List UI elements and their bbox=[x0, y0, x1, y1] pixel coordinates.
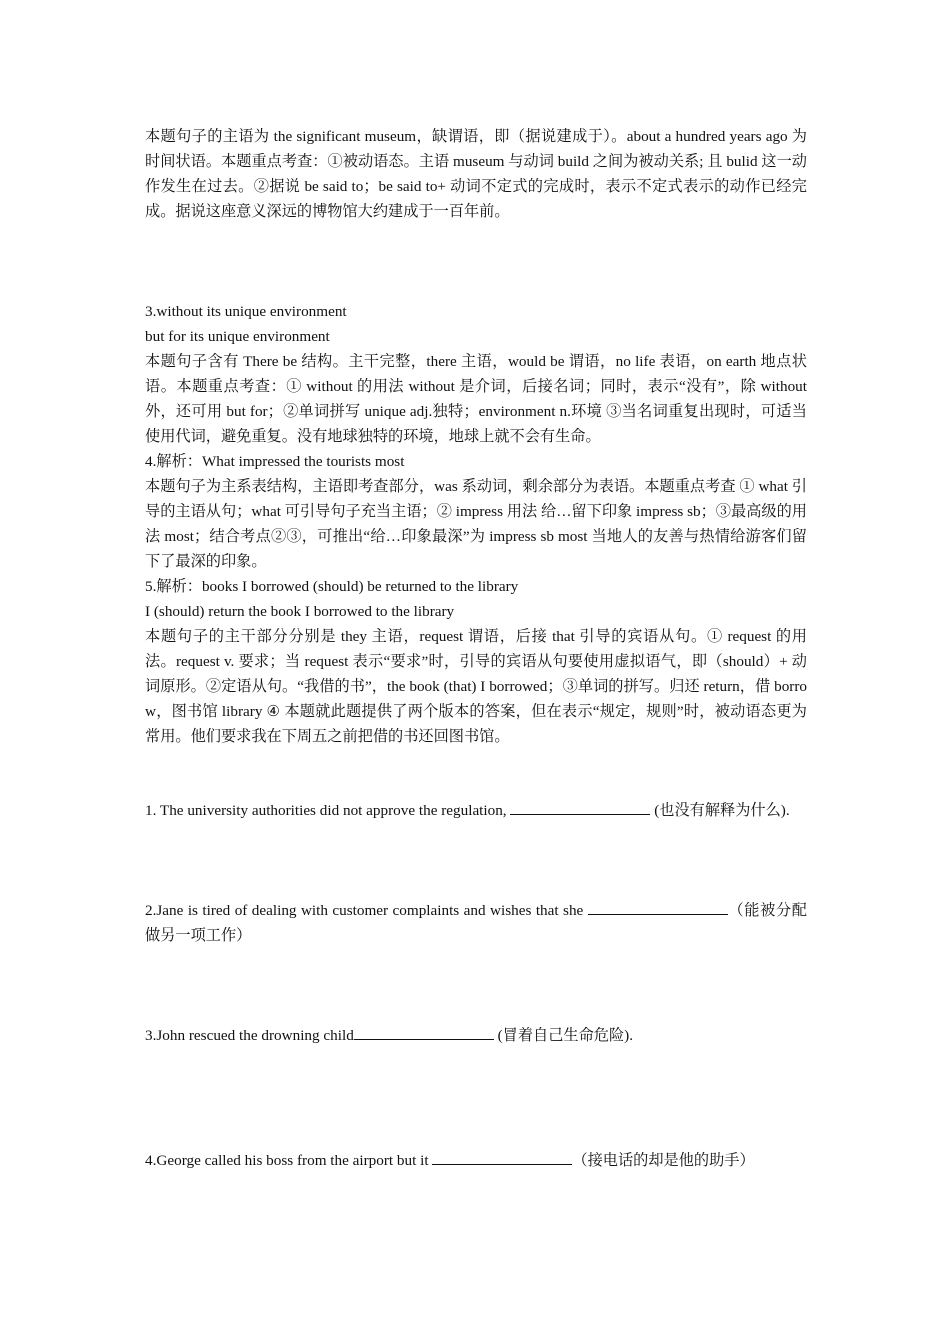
exercise-1-hint: (也没有解释为什么). bbox=[650, 802, 790, 819]
exercise-2-blank[interactable] bbox=[588, 900, 728, 915]
answer-5-analysis: 本题句子的主干部分分别是 they 主语，request 谓语，后接 that 引导的宾语从句。① request 的用法。request v. 要求；当 request 表示“要求”时，引导的宾语从句要使用虚拟语气，即（should）+ 动词原形。②定语从句。“我借的书”，the book (that) I borrowed；③单词的拼写。归还 return，借 borrow，图书馆 library ④ 本题就此题提供了两个版本的答案，但在表示“规定，规则”时，被动语态更为常用。他们要求我在下周五之前把借的书还回图书馆。 bbox=[145, 628, 807, 745]
analysis-paragraph-2: 本题句子的主语为 the significant museum，缺谓语，即（据说建成于）。about a hundred years ago 为时间状语。本题重点考查：①被动语态。主语 museum 与动词 build 之间为被动关系; 且 bulid 这一动作发生在过去。②据说 be said to；be said to+ 动词不定式的完成时，表示不定式表示的动作已经完成。据说这座意义深远的博物馆大约建成于一百年前。 bbox=[145, 128, 807, 220]
answer-3-line-2: but for its unique environment bbox=[145, 328, 330, 345]
exercise-4-text: 4.George called his boss from the airport but it bbox=[145, 1152, 433, 1169]
exercise-3 bbox=[145, 1023, 807, 1048]
exercise-2-hint: （能被分配做另一项工作） bbox=[145, 902, 807, 944]
exercise-4-blank[interactable] bbox=[432, 1150, 572, 1165]
document-page bbox=[145, 124, 807, 1173]
answer-5-line-2: I (should) return the book I borrowed to the library bbox=[145, 603, 455, 620]
exercise-2 bbox=[145, 898, 807, 948]
exercise-3-text: 3.John rescued the drowning child bbox=[145, 1027, 354, 1044]
exercise-4-hint: （接电话的却是他的助手） bbox=[572, 1152, 755, 1169]
exercise-3-blank[interactable] bbox=[354, 1025, 494, 1040]
exercise-1-blank[interactable] bbox=[510, 800, 650, 815]
exercise-1 bbox=[145, 798, 807, 823]
exercise-1-text: 1. The university authorities did not approve the regulation, bbox=[145, 802, 511, 819]
answer-3-line-1: 3.without its unique environment bbox=[145, 303, 347, 320]
answer-4-analysis: 本题句子为主系表结构，主语即考查部分，was 系动词，剩余部分为表语。本题重点考查 ① what 引导的主语从句；what 可引导句子充当主语；② impress 用法 给…留下印象 impress sb；③最高级的用法 most；结合考点②③，可推出“给…印象最深”为 impress sb most 当地人的友善与热情给游客们留下了最深的印象。 bbox=[145, 478, 807, 570]
answer-5-line-1: 5.解析：books I borrowed (should) be returned to the library bbox=[145, 578, 519, 595]
exercise-3-hint: (冒着自己生命危险). bbox=[493, 1027, 634, 1044]
exercise-2-text: 2.Jane is tired of dealing with customer complaints and wishes that she bbox=[145, 902, 588, 919]
answer-4-line-1: 4.解析：What impressed the tourists most bbox=[145, 453, 405, 470]
exercise-4 bbox=[145, 1148, 807, 1173]
answer-3-analysis: 本题句子含有 There be 结构。主干完整，there 主语，would be 谓语，no life 表语，on earth 地点状语。本题重点考查：① without 的用法 without 是介词，后接名词；同时，表示“没有”，除 without 外，还可用 but for；②单词拼写 unique adj.独特；environment n.环境 ③当名词重复出现时，可适当使用代词，避免重复。没有地球独特的环境，地球上就不会有生命。 bbox=[145, 353, 807, 445]
